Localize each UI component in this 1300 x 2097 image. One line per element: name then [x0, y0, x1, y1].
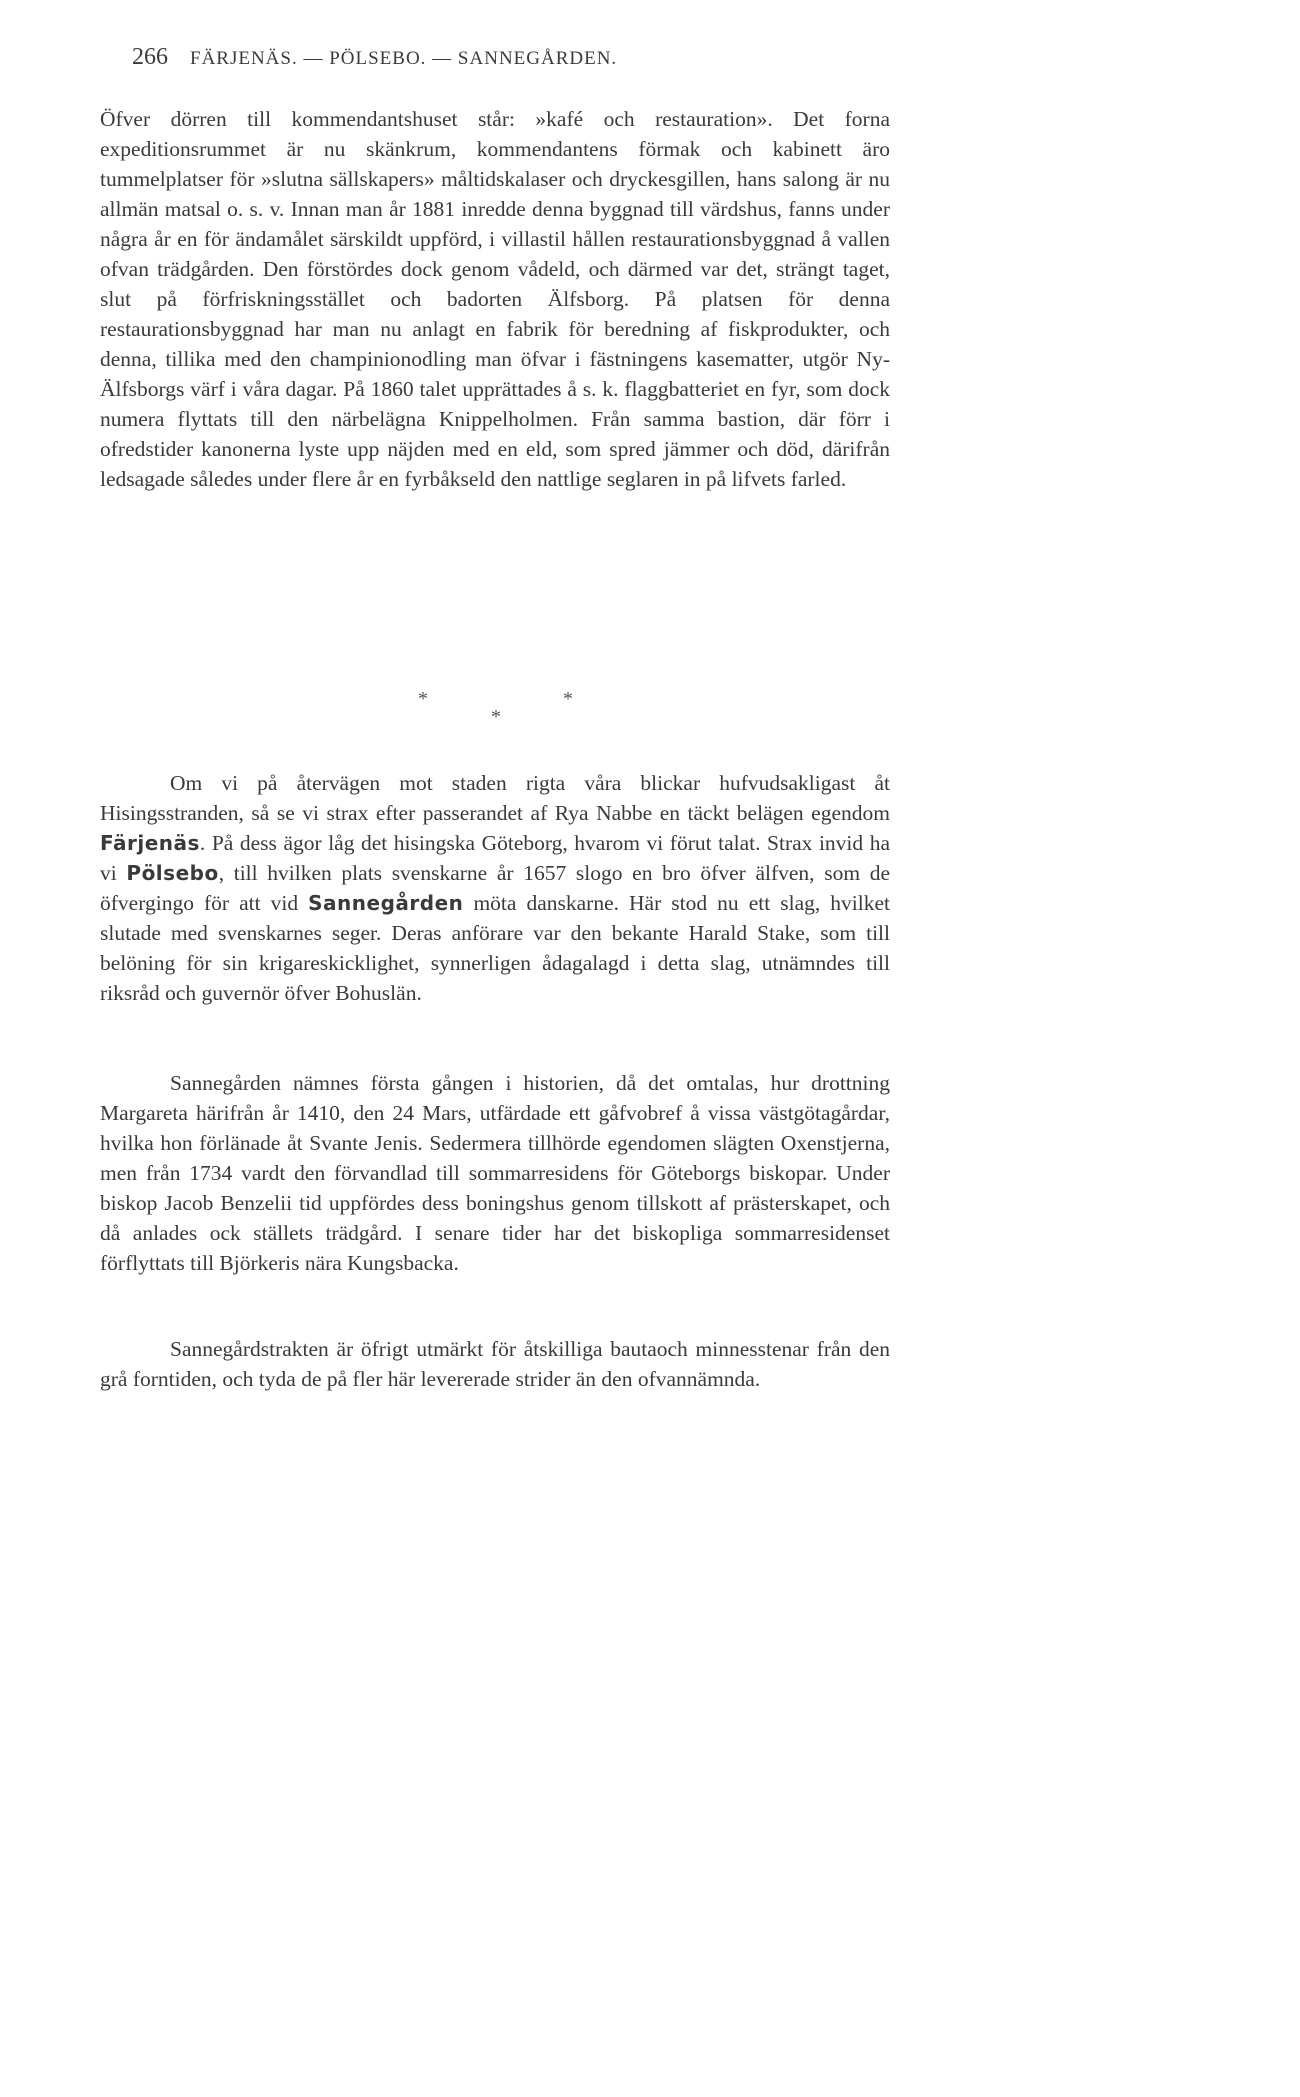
paragraph-4: Sannegårdstrakten är öfrigt utmärkt för åtskilliga bautaoch minnesstenar från den grå forntiden, och tyda de på fler här levererade strider än den ofvannämnda.	[100, 1337, 890, 1391]
paragraph-2-text-d: möta danskarne. Här stod nu ett slag, hvilket slutade med svenskarnes seger. Deras anförare var den bekante Harald Stake, som till belöning för sin krigareskicklighet, synnerligen ådagalagd i detta slag, utnämndes till riksråd och guvernör öfver Bohuslän.	[100, 891, 891, 1005]
paragraph-2-text-c: , till hvilken plats svenskarne år 1657 slogo en bro öfver älfven, som de öfvergingo för att vid	[100, 861, 890, 915]
asterisk-center: *	[491, 706, 501, 728]
asterisk-left: *	[418, 688, 428, 710]
paragraph-2-text-b: . På dess ägor låg det hisingska Göteborg, hvarom vi förut talat. Strax invid ha vi	[100, 831, 890, 885]
asterisk-right: *	[563, 688, 573, 710]
running-header	[132, 44, 617, 71]
page-number: 266	[132, 44, 168, 70]
running-title: FÄRJENÄS. — PÖLSEBO. — SANNEGÅRDEN.	[190, 48, 618, 69]
paragraph-2-text-a: Om vi på återvägen mot staden rigta våra blickar hufvudsakligast åt Hisingsstranden, så se vi strax efter passerandet af Rya Nabbe en täckt belägen egendom	[100, 771, 890, 825]
paragraph-3: Sannegården nämnes första gången i historien, då det omtalas, hur drottning Margareta härifrån år 1410, den 24 Mars, utfärdade ett gåfvobref å vissa västgötagårdar, hvilka hon förlänade åt Svante Jenis. Sedermera tillhörde egendomen slägten Oxenstjerna, men från 1734 vardt den förvandlad till sommarresidens för Göteborgs biskopar. Under biskop Jacob Benzelii tid uppfördes dess boningshus genom tillskott af prästerskapet, och då anlades ock ställets trädgård. I senare tider har det biskopliga sommarresidenset förflyttats till Björkeris nära Kungsbacka.	[100, 1071, 890, 1275]
paragraph-1: Öfver dörren till kommendantshuset står: »kafé och restauration». Det forna expeditionsrummet är nu skänkrum, kommendantens förmak och kabinett äro tummelplatser för »slutna sällskapers» måltidskalaser och dryckesgillen, hans salong är nu allmän matsal o. s. v. Innan man år 1881 inredde denna byggnad till värdshus, fanns under några år en för ändamålet särskildt uppförd, i villastil hållen restaurationsbyggnad å vallen ofvan trädgården. Den förstördes dock genom vådeld, och därmed var det, strängt taget, slut på förfriskningsstället och badorten Älfsborg. På platsen för denna restaurationsbyggnad har man nu anlagt en fabrik för beredning af fiskprodukter, och denna, tillika med den champinionodling man öfvar i fästningens kasematter, utgör Ny-Älfsborgs värf i våra dagar. På 1860 talet upprättades å s. k. flaggbatteriet en fyr, som dock numera flyttats till den närbelägna Knippelholmen. Från samma bastion, där förr i ofredstider kanonerna lyste upp näjden med en eld, som spred jämmer och död, därifrån ledsagade således under flere år en fyrbåkseld den nattlige seglaren in på lifvets farled.	[100, 107, 890, 491]
place-name-sannegarden: Sannegården	[308, 891, 464, 915]
place-name-polsebo: Pölsebo	[126, 861, 219, 885]
paragraph-2	[100, 768, 890, 1008]
place-name-farjenas: Färjenäs	[100, 831, 200, 855]
